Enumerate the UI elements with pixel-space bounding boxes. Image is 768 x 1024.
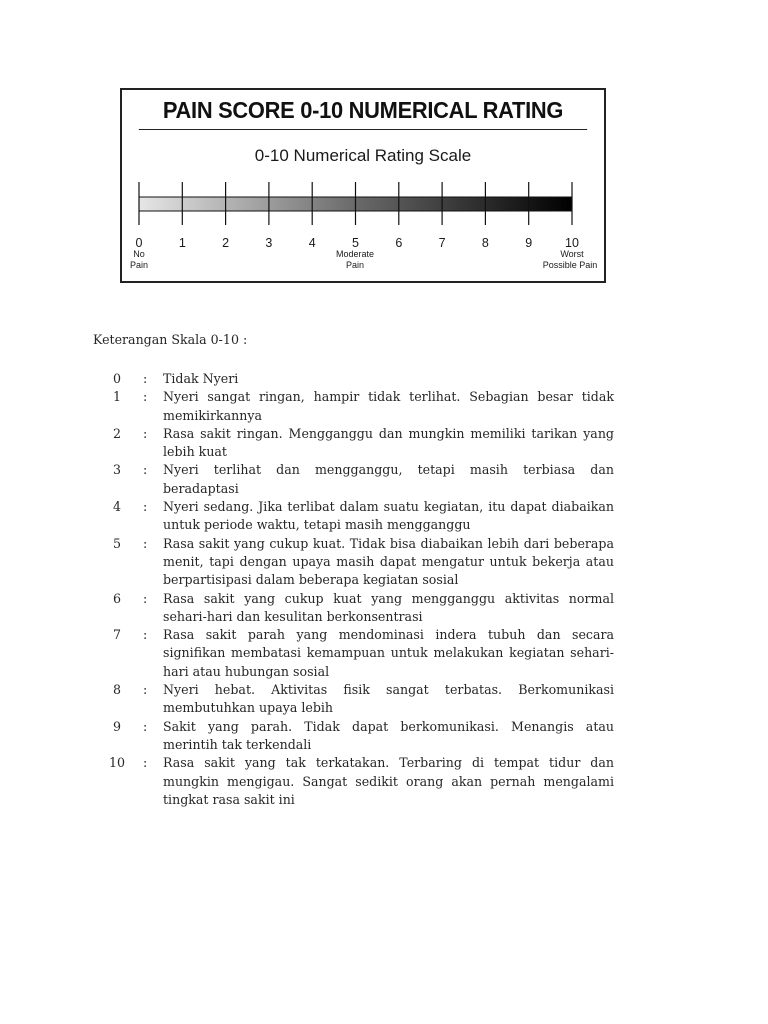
anchor-mid [336, 249, 374, 270]
scale-numbers [136, 236, 579, 250]
legend-item-separator: : [143, 590, 148, 606]
scale-number-9: 9 [525, 236, 533, 250]
legend-item-number: 9 [112, 718, 121, 734]
legend-item-text: Tidak Nyeri [163, 371, 239, 386]
legend-item-number: 3 [112, 462, 121, 478]
legend-item-text: Nyeri hebat. Aktivitas fisik sangat terbatas. Berkomunikasi membutuhkan upaya lebih [163, 682, 614, 716]
anchor-mid-line2: Pain [345, 260, 365, 270]
legend-item-text: Rasa sakit yang cukup kuat yang mengganggu aktivitas normal sehari-hari dan kesulitan berkonsentrasi [163, 590, 614, 624]
anchor-high-line2: Possible Pain [542, 260, 598, 270]
legend-item [93, 461, 614, 498]
legend-item-number: 10 [108, 755, 126, 771]
anchor-mid-line1: Moderate [335, 249, 375, 259]
legend-item-number: 7 [112, 627, 121, 643]
legend-item-number: 4 [112, 499, 121, 515]
legend-item-text: Rasa sakit ringan. Mengganggu dan mungkin memiliki tarikan yang lebih kuat [163, 425, 614, 460]
scale-number-5: 5 [352, 236, 359, 250]
legend-item-separator: : [143, 462, 148, 478]
legend-item-number: 5 [112, 535, 121, 551]
legend-item-text: Nyeri sangat ringan, hampir tidak terlihat. Sebagian besar tidak memikirkannya [163, 389, 614, 423]
pain-scale-figure [120, 88, 606, 283]
anchor-high-line1: Worst [560, 249, 584, 259]
scale-number-6: 6 [395, 236, 403, 250]
legend-item-number: 1 [112, 389, 121, 405]
legend-item-number: 8 [112, 682, 121, 698]
scale-number-10: 10 [565, 236, 579, 250]
legend-item-number: 2 [112, 425, 121, 441]
legend-item-separator: : [143, 389, 148, 405]
scale-number-7: 7 [438, 236, 446, 250]
legend-item [93, 535, 614, 590]
legend-item-separator: : [143, 371, 148, 386]
legend-item [93, 425, 614, 462]
legend-item-separator: : [143, 425, 148, 441]
legend-item-separator: : [143, 718, 148, 734]
legend-item-text: Nyeri terlihat dan mengganggu, tetapi masih terbiasa dan beradaptasi [163, 462, 614, 496]
scale-number-8: 8 [481, 236, 489, 250]
legend-item [93, 626, 614, 681]
legend-item [93, 718, 614, 755]
legend-item [93, 370, 614, 388]
legend-item-text: Rasa sakit yang cukup kuat. Tidak bisa diabaikan lebih dari beberapa menit, tapi dengan upaya masih dapat mengatur untuk bekerja atau berpartisipasi dalam beberapa kegiatan sosial [163, 535, 614, 588]
legend-item-number: 0 [112, 371, 121, 386]
legend-item-text: Sakit yang parah. Tidak dapat berkomunikasi. Menangis atau merintih tak terkendali [163, 718, 614, 752]
legend-item [93, 498, 614, 535]
legend-heading: Keterangan Skala 0-10 : [93, 332, 248, 347]
figure-subtitle: 0-10 Numerical Rating Scale [254, 146, 472, 165]
anchor-low-line1: No [133, 249, 145, 259]
legend-item [93, 388, 614, 425]
anchor-low [130, 249, 148, 270]
legend-item-separator: : [143, 755, 148, 771]
anchor-low-line2: Pain [129, 260, 149, 270]
scale-number-1: 1 [178, 236, 186, 250]
legend-item-text: Nyeri sedang. Jika terlibat dalam suatu kegiatan, itu dapat diabaikan untuk periode waktu, tetapi masih mengganggu [163, 499, 614, 533]
legend-item-text: Rasa sakit yang tak terkatakan. Terbaring di tempat tidur dan mungkin mengigau. Sangat sedikit orang akan pernah mengalami tingkat rasa sakit ini [163, 755, 614, 807]
scale-number-0: 0 [135, 236, 143, 250]
scale-number-2: 2 [222, 236, 230, 250]
legend-item-separator: : [143, 682, 148, 698]
legend-item-separator: : [143, 499, 148, 515]
legend-item [93, 681, 614, 718]
legend-item-number: 6 [112, 590, 121, 606]
rating-scale-graphic [122, 90, 608, 285]
scale-legend [93, 330, 614, 809]
anchor-high [543, 249, 598, 270]
legend-item-separator: : [143, 535, 148, 551]
figure-title: PAIN SCORE 0-10 NUMERICAL RATING [139, 90, 587, 130]
legend-item-text: Rasa sakit parah yang mendominasi indera tubuh dan secara signifikan membatasi kemampuan untuk melakukan kegiatan sehari-hari atau hubungan sosial [163, 627, 614, 679]
legend-item-separator: : [143, 627, 148, 643]
legend-list [93, 370, 614, 809]
scale-number-4: 4 [308, 236, 316, 250]
legend-item [93, 754, 614, 809]
legend-item [93, 590, 614, 627]
scale-number-3: 3 [265, 236, 273, 250]
